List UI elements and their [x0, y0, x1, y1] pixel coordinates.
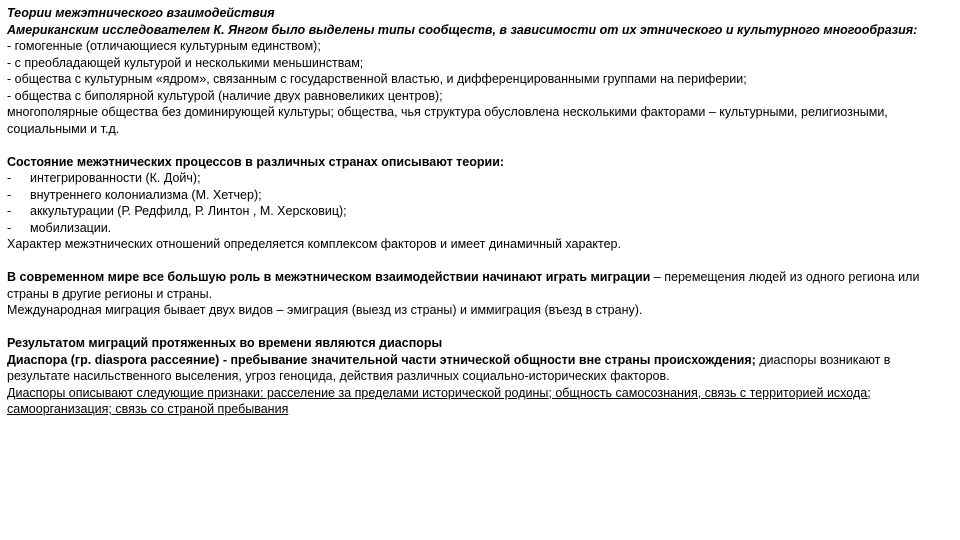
diaspora-definition-paragraph — [7, 352, 952, 385]
list-dash: - — [7, 204, 12, 218]
diaspora-signs: Диаспоры описывают следующие признаки: расселение за пределами исторической родины; общность самосознания, связь с территорией исхода; самоорганизация; связь со страной пребывания — [7, 385, 871, 416]
list-item — [7, 203, 952, 220]
list-item — [7, 220, 952, 237]
relations-paragraph: Характер межэтнических отношений определяется комплексом факторов и имеет динамичный характер. — [7, 237, 621, 251]
list-dash: - — [7, 220, 12, 235]
document-body — [7, 5, 952, 418]
list-item — [7, 170, 952, 187]
list-item-text: внутреннего колониализма (М. Хетчер); — [30, 187, 262, 202]
section-title-processes: Состояние межэтнических процессов в различных странах описывают теории: — [7, 154, 505, 169]
list-item: - общества с биполярной культурой (наличие двух равновеликих центров); — [7, 88, 443, 103]
list-item — [7, 187, 952, 204]
young-intro: Американским исследователем К. Янгом было выделены типы сообществ, в зависимости от их этнического и культурного многообразия: — [7, 22, 918, 37]
list-item: - общества с культурным «ядром», связанным с государственной властью, и дифференцированными группами на периферии; — [7, 72, 747, 86]
diaspora-definition: Диаспора (гр. diaspora рассеяние) - пребывание значительной части этнической общности вне страны происхождения; — [7, 352, 756, 367]
multipolar-paragraph: многополярные общества без доминирующей культуры; общества, чья структура обусловлена несколькими факторами – культурными, религиозными, социальными и т.д. — [7, 105, 888, 136]
international-migration: Международная миграция бывает двух видов – эмиграция (выезд из страны) и иммиграция (въезд в страну). — [7, 303, 643, 317]
list-item-text: интегрированности (К. Дойч); — [30, 171, 201, 185]
migration-paragraph — [7, 269, 952, 302]
section-title-theories: Теории межэтнического взаимодействия — [7, 6, 275, 20]
list-item-text: мобилизации. — [30, 220, 112, 235]
migration-definition: – перемещения людей из одного региона или страны в другие регионы и страны. — [7, 270, 920, 301]
list-dash: - — [7, 187, 12, 202]
list-dash: - — [7, 171, 12, 185]
section-title-diasporas: Результатом миграций протяженных во времени являются диаспоры — [7, 336, 443, 350]
list-item: - с преобладающей культурой и несколькими меньшинствам; — [7, 55, 364, 70]
migration-lead: В современном мире все большую роль в межэтническом взаимодействии начинают играть миграции — [7, 270, 651, 284]
diaspora-origins: диаспоры возникают в результате насильственного выселения, угроз геноцида, действия различных социально-исторических факторов. — [7, 352, 891, 383]
list-item: - гомогенные (отличающиеся культурным единством); — [7, 39, 321, 53]
list-item-text: аккультурации (Р. Редфилд, Р. Линтон , М. Херсковиц); — [30, 204, 347, 218]
